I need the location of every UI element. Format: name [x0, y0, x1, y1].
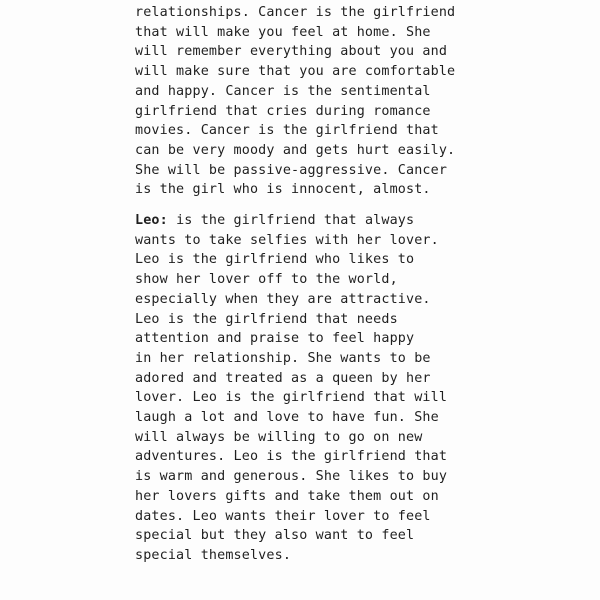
text-line: girlfriend that cries during romance [135, 103, 431, 119]
text-line: movies. Cancer is the girlfriend that [135, 123, 439, 139]
text-line: relationships. Cancer is the girlfriend [135, 5, 456, 20]
text-line: will always be willing to go on new [135, 429, 423, 445]
text-line: special but they also want to feel [135, 528, 415, 544]
text-line: can be very moody and gets hurt easily. [135, 142, 456, 158]
text-line: lover. Leo is the girlfriend that will [135, 390, 448, 406]
text-line: attention and praise to feel happy [135, 331, 415, 347]
text-line: adored and treated as a queen by her [135, 370, 431, 386]
text-line: special themselves. [135, 547, 292, 563]
leo-heading: Leo: [135, 213, 168, 229]
leo-paragraph [135, 211, 590, 566]
text-line: dates. Leo wants their lover to feel [135, 508, 431, 524]
text-line: She will be passive-aggressive. Cancer [135, 162, 448, 178]
text-line: will make sure that you are comfortable [135, 64, 456, 80]
leo-first-line-text: is the girlfriend that always [167, 213, 415, 229]
text-content [135, 3, 590, 566]
cancer-paragraph [135, 3, 590, 200]
text-line: show her lover off to the world, [135, 272, 398, 288]
text-line: is the girl who is innocent, almost. [135, 182, 431, 198]
text-line: that will make you feel at home. She [135, 24, 431, 40]
text-line: wants to take selfies with her lover. [135, 232, 439, 248]
text-line: especially when they are attractive. [135, 291, 431, 307]
text-line: and happy. Cancer is the sentimental [135, 83, 431, 99]
text-line: laugh a lot and love to have fun. She [135, 410, 439, 426]
text-line: in her relationship. She wants to be [135, 350, 431, 366]
text-line [135, 211, 590, 231]
text-line: her lovers gifts and take them out on [135, 488, 439, 504]
text-line: Leo is the girlfriend who likes to [135, 252, 415, 268]
text-line: adventures. Leo is the girlfriend that [135, 449, 448, 465]
text-line: is warm and generous. She likes to buy [135, 469, 448, 485]
paragraph-spacer [135, 200, 590, 211]
text-line: will remember everything about you and [135, 44, 448, 60]
text-line: Leo is the girlfriend that needs [135, 311, 398, 327]
